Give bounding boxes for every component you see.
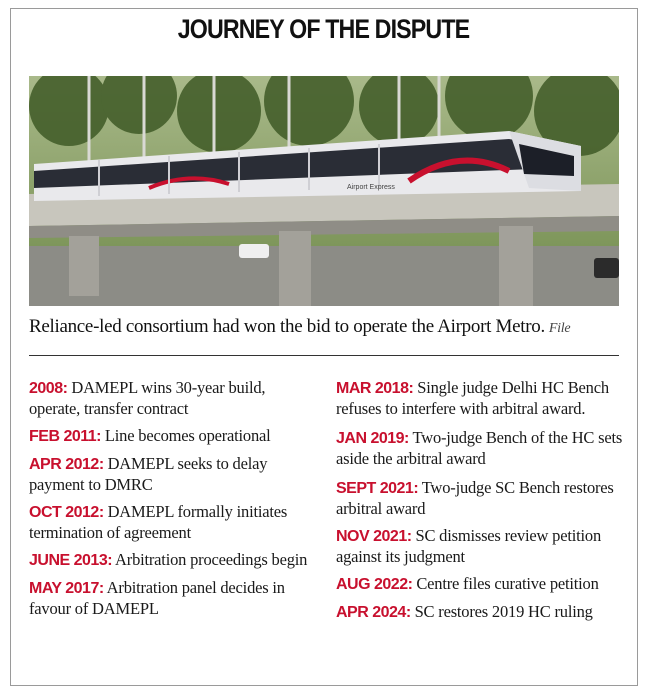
car — [594, 258, 619, 278]
timeline-column-right — [336, 378, 626, 623]
timeline-date: JAN 2019: — [336, 430, 409, 447]
timeline-text: SC restores 2019 HC ruling — [410, 602, 593, 621]
timeline-entry — [336, 602, 626, 623]
timeline-text: Single judge Delhi HC Bench refuses to interfere with arbitral award. — [336, 378, 609, 418]
timeline-entry — [336, 428, 626, 469]
timeline-text: Two-judge Bench of the HC sets aside the arbitral award — [336, 428, 623, 468]
train-logo-text: Airport Express — [347, 184, 395, 191]
timeline-entry — [336, 574, 626, 595]
timeline-text: Arbitration proceedings begin — [112, 550, 308, 569]
photo-caption — [29, 316, 629, 338]
timeline-text: Arbitration panel decides in favour of DAMEPL — [29, 578, 285, 618]
timeline-entry — [29, 550, 319, 571]
car — [239, 244, 269, 258]
metro-illustration — [29, 76, 619, 306]
timeline-text: DAMEPL wins 30-year build, operate, transfer contract — [29, 378, 266, 418]
timeline-entry — [336, 526, 626, 567]
timeline-date: 2008: — [29, 380, 68, 397]
timeline-date: SEPT 2021: — [336, 480, 419, 497]
viaduct-pillar — [499, 226, 533, 306]
timeline-date: APR 2024: — [336, 604, 411, 621]
timeline-text: DAMEPL seeks to delay payment to DMRC — [29, 454, 268, 494]
timeline-date: AUG 2022: — [336, 576, 413, 593]
caption-credit: File — [548, 321, 571, 336]
timeline-entry — [29, 378, 319, 419]
airport-metro-photo — [29, 76, 619, 306]
timeline-date: MAR 2018: — [336, 380, 414, 397]
timeline-entry — [336, 378, 626, 419]
timeline-date: OCT 2012: — [29, 504, 104, 521]
timeline-text: DAMEPL formally initiates termination of agreement — [29, 502, 288, 542]
timeline-entry — [29, 502, 319, 543]
divider — [29, 355, 619, 356]
timeline-date: APR 2012: — [29, 456, 104, 473]
viaduct-pillar — [69, 236, 99, 296]
timeline-entry — [29, 454, 319, 495]
timeline-entry — [29, 426, 319, 447]
timeline-date: FEB 2011: — [29, 428, 101, 445]
timeline-text: Two-judge SC Bench restores arbitral award — [336, 478, 614, 518]
viaduct-pillar — [279, 231, 311, 306]
timeline-text: Line becomes operational — [100, 426, 271, 445]
timeline-date: JUNE 2013: — [29, 552, 113, 569]
timeline-date: MAY 2017: — [29, 580, 104, 597]
caption-text: Reliance-led consortium had won the bid to operate the Airport Metro. — [29, 316, 545, 337]
timeline-date: NOV 2021: — [336, 528, 412, 545]
timeline-entry — [336, 478, 626, 519]
timeline-column-left — [29, 378, 319, 619]
infographic-title: JOURNEY OF THE DISPUTE — [177, 14, 470, 44]
timeline-entry — [29, 578, 319, 619]
timeline-text: SC dismisses review petition against its judgment — [336, 526, 601, 566]
timeline-text: Centre files curative petition — [412, 574, 599, 593]
